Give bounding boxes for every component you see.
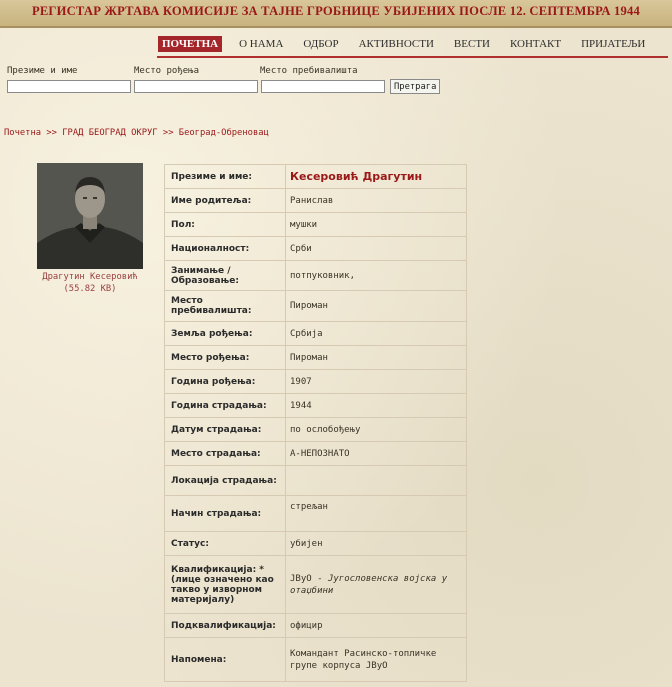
victim-details-table [164,164,467,682]
label-status: Статус: [165,532,286,556]
label-sex: Пол: [165,213,286,237]
row-birth-country [165,322,467,346]
label-birth-year: Година рођења: [165,370,286,394]
label-residence: Место пребивалишта: [165,291,286,322]
label-death-location: Локација страдања: [165,466,286,496]
value-birth-country: Србија [286,322,467,346]
search-input-birthplace[interactable] [134,80,258,93]
search-input-residence[interactable] [261,80,385,93]
value-parent: Ранислав [286,189,467,213]
label-name: Презиме и име: [165,165,286,189]
label-birth-place: Место рођења: [165,346,286,370]
label-subqualification: Подквалификација: [165,614,286,638]
photo-caption [20,271,160,295]
value-death-manner: стрељан [286,496,467,532]
site-title: РЕГИСТАР ЖРТАВА КОМИСИЈЕ ЗА ТАЈНЕ ГРОБНИЦЕ УБИЈЕНИХ ПОСЛЕ 12. СЕПТЕМБРА 1944 [31,4,641,18]
search-button[interactable]: Претрага [390,79,440,94]
nav-item-news[interactable]: ВЕСТИ [453,38,490,50]
value-nationality: Срби [286,237,467,261]
label-note: Напомена: [165,638,286,682]
row-status [165,532,467,556]
nav-item-activities[interactable]: АКТИВНОСТИ [358,38,434,50]
photo-caption-name: Драгутин Кесеровић [42,272,138,282]
portrait-image [37,163,143,269]
breadcrumb-home[interactable]: Почетна [4,128,42,138]
breadcrumb [4,128,269,138]
nav-item-contact[interactable]: КОНТАКТ [509,38,562,50]
label-nationality: Националност: [165,237,286,261]
value-qualification [286,556,467,614]
row-subqualification [165,614,467,638]
row-death-manner [165,496,467,532]
photo-caption-size: (55.82 KB) [63,284,117,294]
victim-photo[interactable] [37,163,143,269]
nav-item-board[interactable]: ОДБОР [303,38,339,50]
value-subqualification: официр [286,614,467,638]
search-label-name: Презиме и име [7,66,78,76]
breadcrumb-district[interactable]: ГРАД БЕОГРАД ОКРУГ [62,128,158,138]
row-name [165,165,467,189]
row-occupation [165,261,467,291]
value-death-date: по ослобођењу [286,418,467,442]
row-death-date [165,418,467,442]
value-sex: мушки [286,213,467,237]
main-nav [158,36,662,52]
value-birth-place: Пироман [286,346,467,370]
breadcrumb-separator: >> [46,128,57,138]
row-sex [165,213,467,237]
row-residence [165,291,467,322]
value-birth-year: 1907 [286,370,467,394]
label-death-place: Место страдања: [165,442,286,466]
row-birth-place [165,346,467,370]
value-occupation: потпуковник, [286,261,467,291]
search-input-name[interactable] [7,80,131,93]
value-qualification-name: Југословенска војска у отаџбини [290,573,448,596]
row-qualification [165,556,467,614]
value-residence: Пироман [286,291,467,322]
nav-divider [157,56,668,58]
breadcrumb-municipality: Београд-Обреновац [178,128,269,138]
value-death-location [286,466,467,496]
label-death-date: Датум страдања: [165,418,286,442]
breadcrumb-separator: >> [162,128,174,138]
label-death-year: Година страдања: [165,394,286,418]
row-death-location [165,466,467,496]
value-qualification-code: ЈВуО - [290,573,328,584]
row-parent [165,189,467,213]
value-status: убијен [286,532,467,556]
search-label-residence: Место пребивалишта [260,66,358,76]
label-parent: Име родитеља: [165,189,286,213]
value-death-year: 1944 [286,394,467,418]
row-death-place [165,442,467,466]
value-note: Командант Расинско-топличке групе корпуса ЈВуО [286,638,467,682]
row-nationality [165,237,467,261]
label-birth-country: Земља рођења: [165,322,286,346]
row-note [165,638,467,682]
search-label-birthplace: Место рођења [134,66,200,76]
nav-item-friends[interactable]: ПРИЈАТЕЉИ [581,38,646,50]
label-death-manner: Начин страдања: [165,496,286,532]
value-name: Кесеровић Драгутин [286,165,467,189]
value-death-place: А-НЕПОЗНАТО [286,442,467,466]
nav-item-home[interactable]: ПОЧЕТНА [158,36,222,52]
label-qualification: Квалификација: * (лице означено као такво у изворном материјалу) [165,556,286,614]
row-death-year [165,394,467,418]
nav-item-about[interactable]: О НАМА [239,38,284,50]
label-occupation: Занимање / Образовање: [165,261,286,291]
row-birth-year [165,370,467,394]
